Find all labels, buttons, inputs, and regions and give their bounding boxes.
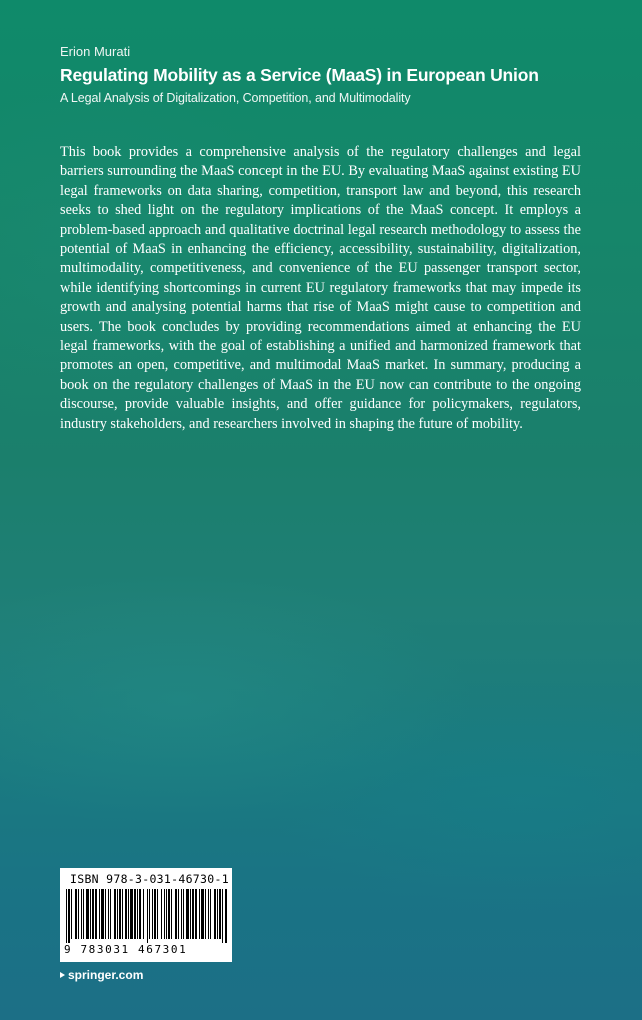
barcode-bar <box>152 889 153 939</box>
barcode-digits: 9 783031 467301 <box>64 943 188 956</box>
book-header <box>60 44 600 106</box>
barcode-bar <box>78 889 79 939</box>
barcode-bar <box>134 889 136 939</box>
barcode-bar <box>183 889 184 939</box>
barcode-bar <box>66 889 67 943</box>
barcode-bar <box>178 889 179 939</box>
barcode-bar <box>86 889 89 939</box>
barcode-bar <box>119 889 121 939</box>
barcode-bar <box>71 889 72 939</box>
barcode-bar <box>201 889 204 939</box>
barcode-bar <box>219 889 221 939</box>
barcode-bar <box>208 889 209 939</box>
barcode-bar <box>192 889 194 939</box>
barcode-bar <box>175 889 177 939</box>
barcode-bar <box>114 889 116 939</box>
barcode-bar <box>190 889 191 939</box>
barcode-bar <box>99 889 100 939</box>
barcode-bar <box>125 889 127 939</box>
book-description: This book provides a comprehensive analysis of the regulatory challenges and legal barriers surrounding the MaaS concept in the EU. By evaluating MaaS against existing EU legal frameworks on data sharing, competition, transport law and beyond, this research seeks to shed light on the regulatory implications of the MaaS concept. It employs a problem-based approach and qualitative doctrinal legal research methodology to assess the potential of MaaS in enhancing the efficiency, accessibility, sustainability, digitalization, multimodality, competitiveness, and convenience of the EU passenger transport sector, while identifying shortcomings in current EU regulatory frameworks that may impede its growth and analysing potential harms that rise of MaaS might cause to competition and users. The book concludes by providing recommendations aimed at enhancing the EU legal frameworks, with the goal of establishing a unified and harmonized framework that promotes an open, competitive, and multimodal MaaS market. In summary, producing a book on the regulatory challenges of MaaS in the EU now can contribute to the ongoing discourse, provide valuable insights, and offer guidance for policymakers, regulators, industry stakeholders, and researchers involved in shaping the future of mobility. <box>60 144 581 432</box>
barcode-bar <box>130 889 133 939</box>
barcode-bar <box>154 889 156 939</box>
arrow-right-icon <box>60 972 65 978</box>
barcode-bar <box>186 889 189 939</box>
barcode-bar <box>95 889 97 939</box>
barcode-bar <box>181 889 182 939</box>
barcode-bar <box>108 889 109 939</box>
isbn-label: ISBN 978-3-031-46730-1 <box>70 872 229 886</box>
barcode-bar <box>222 889 223 943</box>
barcode-bar <box>195 889 197 939</box>
barcode-bar <box>90 889 91 939</box>
barcode-bar <box>68 889 70 943</box>
barcode-bar <box>128 889 129 939</box>
barcode-bar <box>92 889 94 939</box>
barcode-bar <box>147 889 148 943</box>
barcode-bar <box>137 889 138 939</box>
barcode-bar <box>157 889 158 939</box>
barcode-bar <box>139 889 141 939</box>
barcode-bar <box>164 889 165 939</box>
barcode-bar <box>81 889 82 939</box>
barcode-bar <box>149 889 150 939</box>
barcode-bar <box>171 889 172 939</box>
barcode-bar <box>210 889 211 939</box>
barcode-bar <box>161 889 162 939</box>
barcode-bar <box>83 889 84 939</box>
book-title: Regulating Mobility as a Service (MaaS) in European Union <box>60 65 539 85</box>
barcode-bar <box>199 889 200 939</box>
barcode-bar <box>122 889 123 939</box>
barcode-bar <box>110 889 111 939</box>
barcode-bar <box>105 889 106 939</box>
barcode-bar <box>166 889 167 939</box>
author-name: Erion Murati <box>60 44 131 59</box>
barcode-bar <box>143 889 144 939</box>
barcode-bar <box>205 889 206 939</box>
barcode-bar <box>168 889 170 939</box>
isbn-barcode <box>60 868 232 962</box>
publisher-link[interactable] <box>60 968 143 982</box>
barcode-bar <box>225 889 227 943</box>
barcode-bar <box>217 889 218 939</box>
barcode-bars <box>64 889 228 943</box>
barcode-bar <box>117 889 118 939</box>
book-subtitle: A Legal Analysis of Digitalization, Competition, and Multimodality <box>60 91 411 105</box>
barcode-bar <box>101 889 104 939</box>
barcode-bar <box>214 889 216 939</box>
barcode-bar <box>75 889 77 939</box>
publisher-link-text: springer.com <box>68 968 144 982</box>
